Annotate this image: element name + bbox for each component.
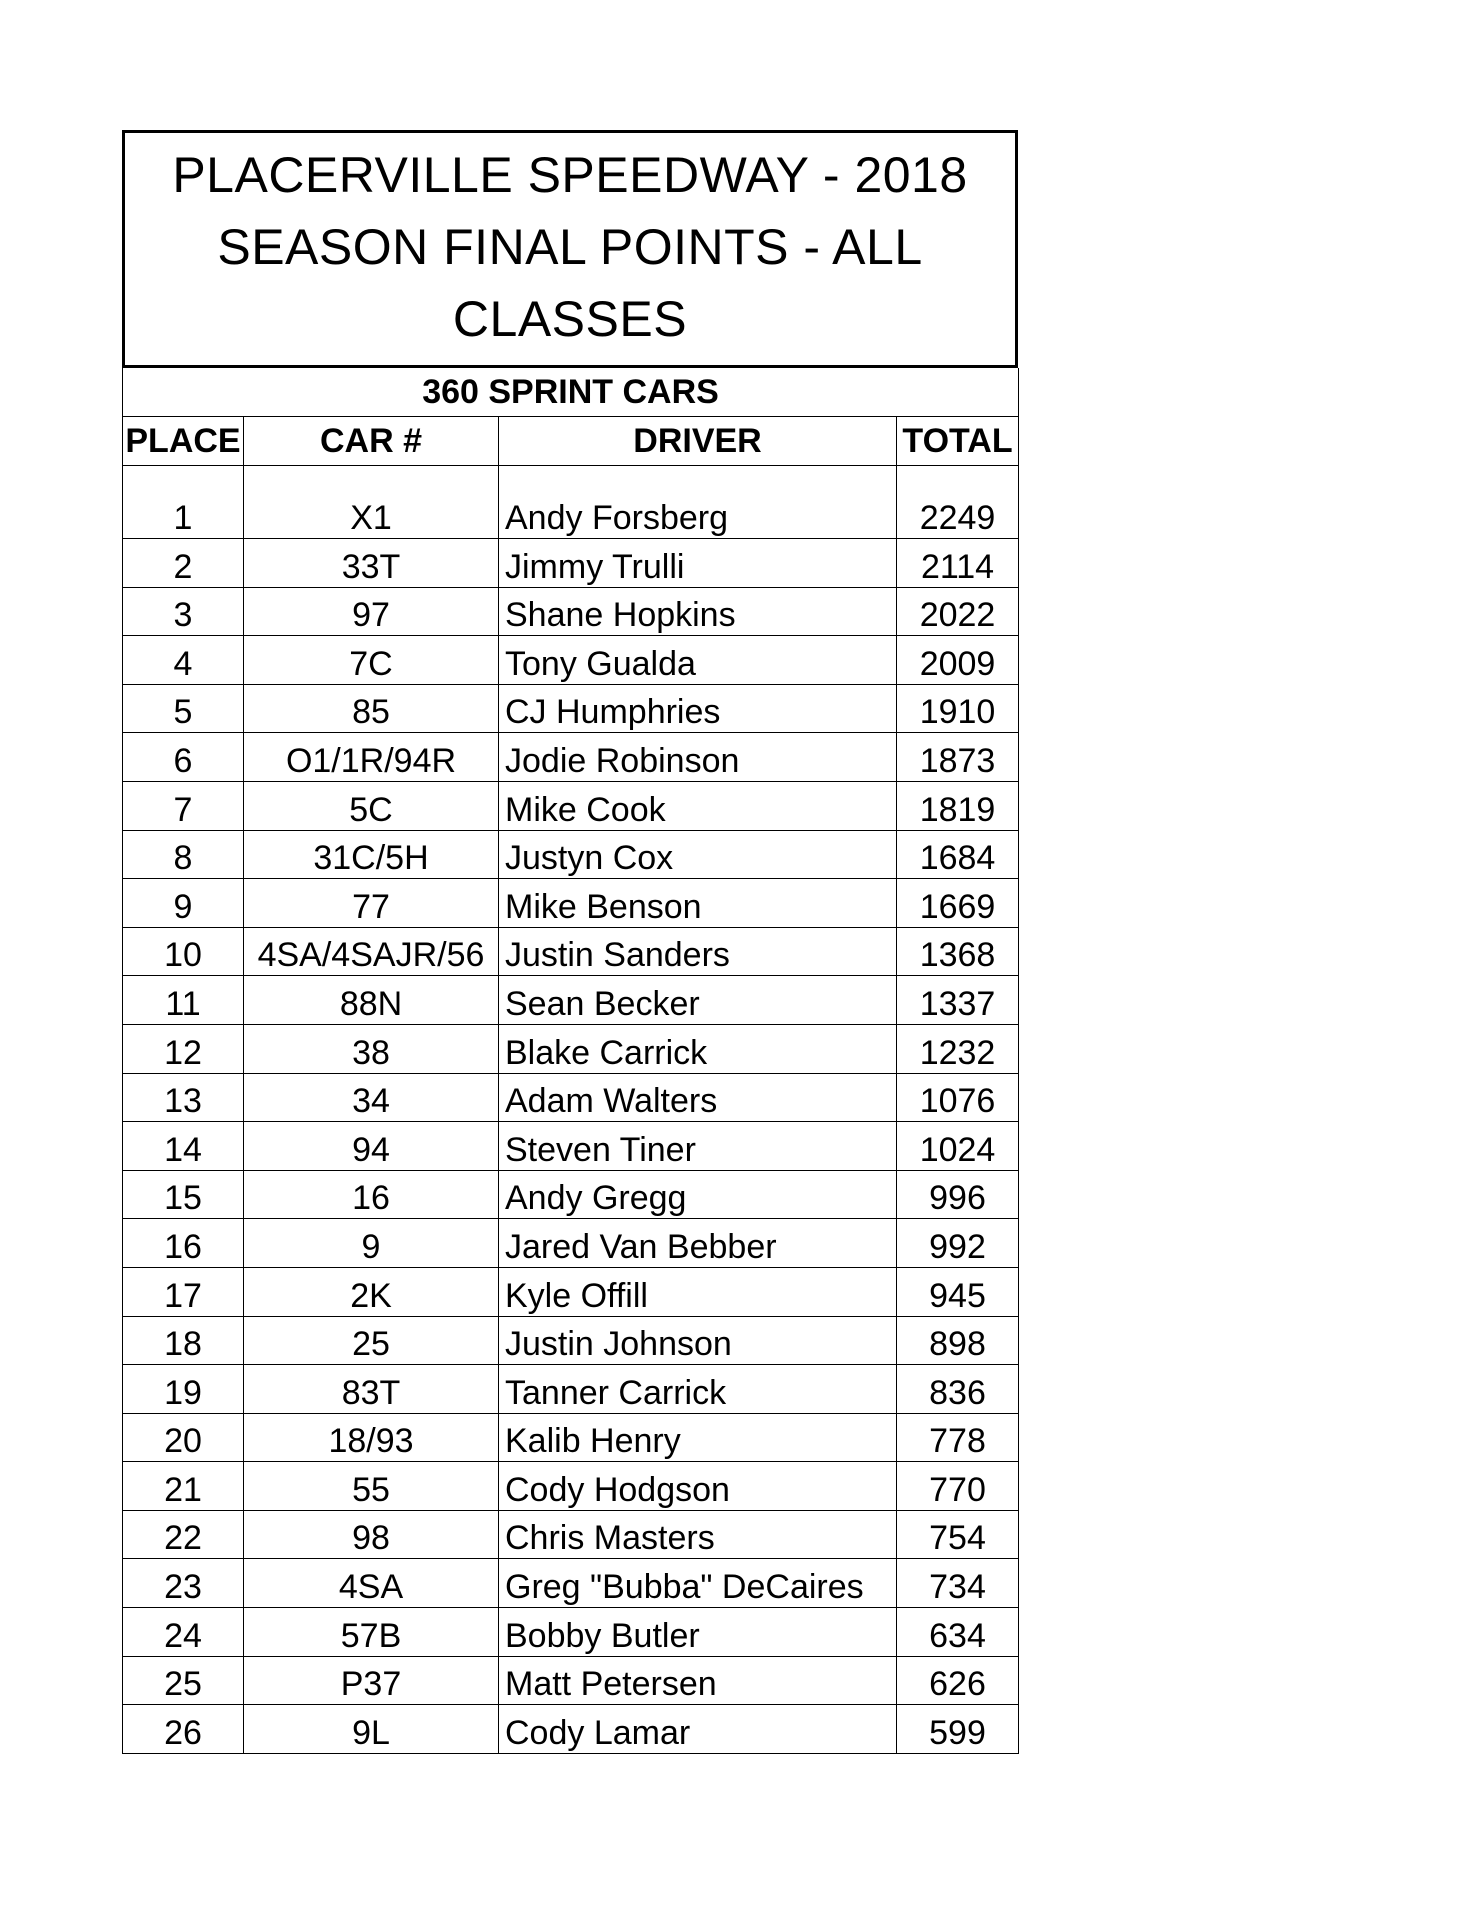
place-cell: 20: [123, 1413, 244, 1462]
total-cell: 996: [897, 1170, 1019, 1219]
car-number-cell: 5C: [244, 781, 499, 830]
car-number-cell: P37: [244, 1656, 499, 1705]
total-cell: 1076: [897, 1073, 1019, 1122]
table-row: [123, 1510, 1019, 1559]
driver-cell: Mike Cook: [499, 781, 897, 830]
total-cell: 898: [897, 1316, 1019, 1365]
car-number-cell: 2K: [244, 1267, 499, 1316]
place-cell: 7: [123, 781, 244, 830]
car-number-cell: 88N: [244, 976, 499, 1025]
place-cell: 3: [123, 587, 244, 636]
table-row: [123, 1462, 1019, 1511]
place-cell: 9: [123, 879, 244, 928]
driver-cell: Justin Sanders: [499, 927, 897, 976]
place-cell: 16: [123, 1219, 244, 1268]
table-row: [123, 976, 1019, 1025]
car-number-cell: 57B: [244, 1608, 499, 1657]
title-line-1: PLACERVILLE SPEEDWAY - 2018: [172, 147, 968, 203]
table-row: [123, 466, 1019, 539]
total-cell: 1368: [897, 927, 1019, 976]
total-cell: 634: [897, 1608, 1019, 1657]
table-row: [123, 1608, 1019, 1657]
total-cell: 1232: [897, 1024, 1019, 1073]
car-number-cell: 85: [244, 684, 499, 733]
place-cell: 23: [123, 1559, 244, 1608]
class-heading: 360 SPRINT CARS: [123, 368, 1019, 417]
place-cell: 10: [123, 927, 244, 976]
column-header-total: TOTAL: [897, 417, 1019, 466]
car-number-cell: 7C: [244, 636, 499, 685]
table-row: [123, 1267, 1019, 1316]
total-cell: 734: [897, 1559, 1019, 1608]
driver-cell: Kalib Henry: [499, 1413, 897, 1462]
place-cell: 26: [123, 1705, 244, 1754]
driver-cell: Kyle Offill: [499, 1267, 897, 1316]
table-row: [123, 1656, 1019, 1705]
place-cell: 25: [123, 1656, 244, 1705]
driver-cell: Bobby Butler: [499, 1608, 897, 1657]
table-row: [123, 1024, 1019, 1073]
driver-cell: CJ Humphries: [499, 684, 897, 733]
column-header-place: PLACE: [123, 417, 244, 466]
car-number-cell: 34: [244, 1073, 499, 1122]
driver-cell: Justyn Cox: [499, 830, 897, 879]
column-header-car: CAR #: [244, 417, 499, 466]
place-cell: 12: [123, 1024, 244, 1073]
place-cell: 8: [123, 830, 244, 879]
place-cell: 11: [123, 976, 244, 1025]
total-cell: 2114: [897, 539, 1019, 588]
total-cell: 770: [897, 1462, 1019, 1511]
place-cell: 18: [123, 1316, 244, 1365]
place-cell: 2: [123, 539, 244, 588]
total-cell: 1819: [897, 781, 1019, 830]
car-number-cell: 9: [244, 1219, 499, 1268]
driver-cell: Andy Forsberg: [499, 466, 897, 539]
driver-cell: Mike Benson: [499, 879, 897, 928]
driver-cell: Jodie Robinson: [499, 733, 897, 782]
table-row: [123, 781, 1019, 830]
car-number-cell: 9L: [244, 1705, 499, 1754]
car-number-cell: 4SA: [244, 1559, 499, 1608]
place-cell: 14: [123, 1122, 244, 1171]
total-cell: 599: [897, 1705, 1019, 1754]
driver-cell: Steven Tiner: [499, 1122, 897, 1171]
driver-cell: Cody Lamar: [499, 1705, 897, 1754]
driver-cell: Cody Hodgson: [499, 1462, 897, 1511]
table-row: [123, 733, 1019, 782]
table-row: [123, 587, 1019, 636]
table-row: [123, 1170, 1019, 1219]
driver-cell: Jimmy Trulli: [499, 539, 897, 588]
driver-cell: Chris Masters: [499, 1510, 897, 1559]
driver-cell: Greg "Bubba" DeCaires: [499, 1559, 897, 1608]
total-cell: 626: [897, 1656, 1019, 1705]
total-cell: 836: [897, 1365, 1019, 1414]
table-row: [123, 879, 1019, 928]
table-row: [123, 927, 1019, 976]
table-row: [123, 1705, 1019, 1754]
table-row: [123, 1413, 1019, 1462]
table-row: [123, 830, 1019, 879]
driver-cell: Adam Walters: [499, 1073, 897, 1122]
total-cell: 945: [897, 1267, 1019, 1316]
place-cell: 4: [123, 636, 244, 685]
table-row: [123, 1559, 1019, 1608]
place-cell: 5: [123, 684, 244, 733]
title-line-2: SEASON FINAL POINTS - ALL CLASSES: [217, 219, 923, 347]
total-cell: 2022: [897, 587, 1019, 636]
car-number-cell: 94: [244, 1122, 499, 1171]
table-row: [123, 1316, 1019, 1365]
class-row: [123, 368, 1019, 417]
car-number-cell: 16: [244, 1170, 499, 1219]
car-number-cell: 18/93: [244, 1413, 499, 1462]
points-sheet: [122, 130, 1018, 1754]
table-row: [123, 539, 1019, 588]
car-number-cell: 4SA/4SAJR/56: [244, 927, 499, 976]
car-number-cell: 77: [244, 879, 499, 928]
column-header-driver: DRIVER: [499, 417, 897, 466]
driver-cell: Blake Carrick: [499, 1024, 897, 1073]
table-row: [123, 636, 1019, 685]
standings-table: [122, 368, 1019, 1754]
table-row: [123, 1219, 1019, 1268]
place-cell: 13: [123, 1073, 244, 1122]
driver-cell: Shane Hopkins: [499, 587, 897, 636]
driver-cell: Sean Becker: [499, 976, 897, 1025]
driver-cell: Jared Van Bebber: [499, 1219, 897, 1268]
title-box: [122, 130, 1018, 368]
total-cell: 778: [897, 1413, 1019, 1462]
total-cell: 2009: [897, 636, 1019, 685]
header-row: [123, 417, 1019, 466]
total-cell: 1684: [897, 830, 1019, 879]
total-cell: 992: [897, 1219, 1019, 1268]
driver-cell: Tanner Carrick: [499, 1365, 897, 1414]
total-cell: 1873: [897, 733, 1019, 782]
car-number-cell: 33T: [244, 539, 499, 588]
car-number-cell: 83T: [244, 1365, 499, 1414]
car-number-cell: X1: [244, 466, 499, 539]
table-row: [123, 1122, 1019, 1171]
place-cell: 15: [123, 1170, 244, 1219]
total-cell: 754: [897, 1510, 1019, 1559]
total-cell: 1910: [897, 684, 1019, 733]
total-cell: 1669: [897, 879, 1019, 928]
car-number-cell: 38: [244, 1024, 499, 1073]
car-number-cell: 97: [244, 587, 499, 636]
place-cell: 21: [123, 1462, 244, 1511]
place-cell: 19: [123, 1365, 244, 1414]
driver-cell: Matt Petersen: [499, 1656, 897, 1705]
table-row: [123, 1073, 1019, 1122]
car-number-cell: 31C/5H: [244, 830, 499, 879]
standings-body: [123, 466, 1019, 1754]
car-number-cell: 55: [244, 1462, 499, 1511]
total-cell: 1024: [897, 1122, 1019, 1171]
place-cell: 6: [123, 733, 244, 782]
place-cell: 22: [123, 1510, 244, 1559]
place-cell: 17: [123, 1267, 244, 1316]
driver-cell: Andy Gregg: [499, 1170, 897, 1219]
table-row: [123, 1365, 1019, 1414]
car-number-cell: 25: [244, 1316, 499, 1365]
place-cell: 24: [123, 1608, 244, 1657]
total-cell: 2249: [897, 466, 1019, 539]
car-number-cell: 98: [244, 1510, 499, 1559]
driver-cell: Justin Johnson: [499, 1316, 897, 1365]
car-number-cell: O1/1R/94R: [244, 733, 499, 782]
total-cell: 1337: [897, 976, 1019, 1025]
driver-cell: Tony Gualda: [499, 636, 897, 685]
place-cell: 1: [123, 466, 244, 539]
table-row: [123, 684, 1019, 733]
